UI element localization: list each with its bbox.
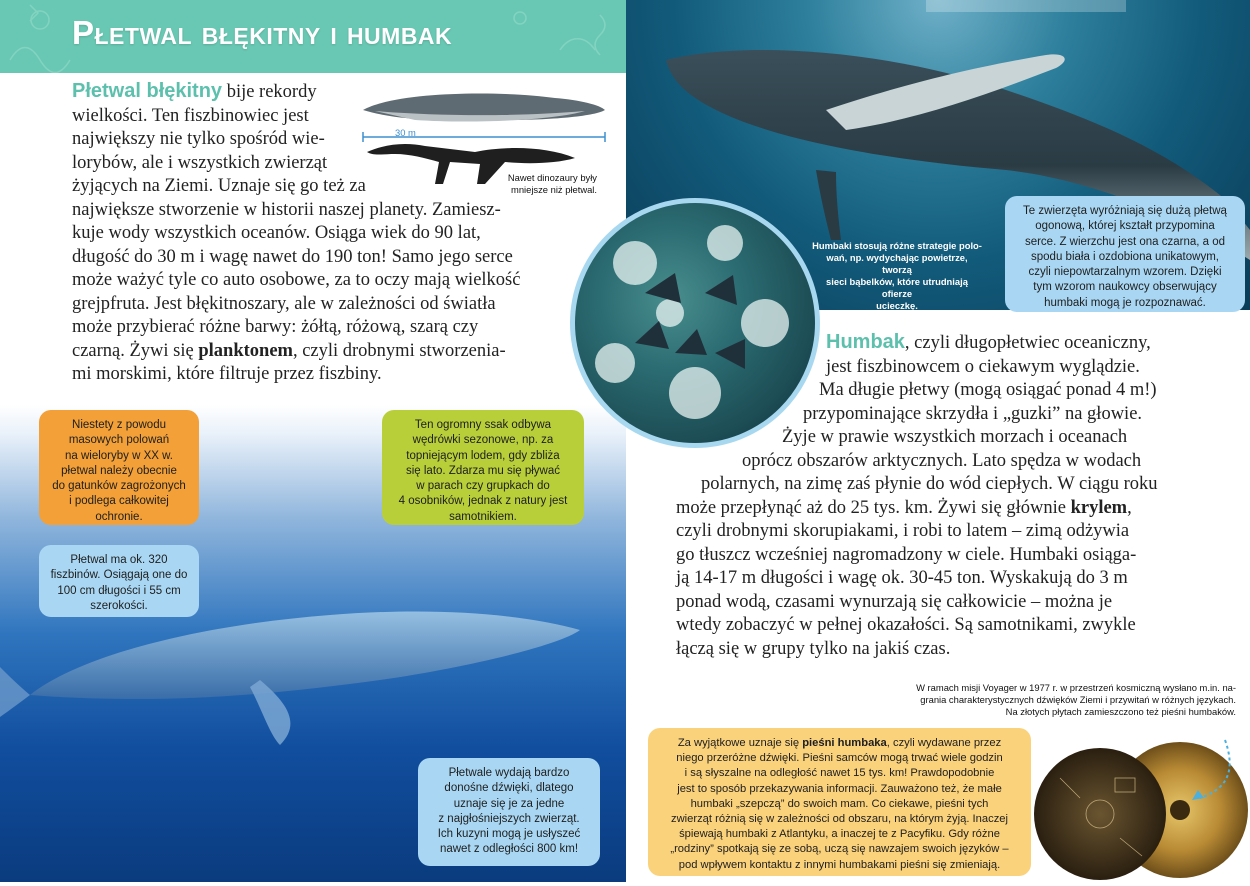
card-line: i są słyszalne na odległość nawet 15 tys. km! Prawdopodobnie [684, 767, 995, 780]
card-line: tym wzorom naukowcy obserwujący [1033, 281, 1217, 294]
card-line: humbaki mogą je rozpoznawać. [1044, 296, 1206, 309]
text-line: Ma długie płetwy (mogą osiągać ponad 4 m!) [819, 380, 1157, 400]
card-line: się lato. Zdarza mu się pływać [405, 464, 561, 477]
caption-line: wań, np. wydychając powietrze, tworzą [826, 252, 968, 275]
card-line: Te zwierzęta wyróżniają się dużą płetwą [1023, 205, 1227, 217]
card-line: samotnikiem. [449, 510, 517, 523]
text-line: długość do 30 m i wagę nawet do 190 ton! Samo jego serce [72, 246, 513, 267]
card-line: płetwal należy obecnie [61, 464, 177, 477]
card-line: i podlega całkowitej [69, 495, 169, 508]
card-line: serce. Z wierzchu jest ona czarna, a od [1024, 235, 1226, 248]
card-line: spodu biała i ozdobiona unikatowym, [1031, 250, 1219, 263]
text-line: lorybów, ale i wszystkich zwierząt [72, 152, 328, 173]
scale-label: 30 m [395, 127, 416, 138]
card-line: z najgłośniejszych zwierząt. [438, 812, 580, 825]
card-line: szerokości. [90, 599, 148, 612]
size-comparison-figure [355, 80, 615, 198]
text-line: największe stworzenie w historii naszej planety. Zamiesz- [72, 199, 501, 220]
card-line: topniejącym lodem, gdy zbliża [406, 449, 560, 462]
text-line: jest fiszbinowcem o ciekawym wyglądzie. [826, 356, 1140, 377]
text-line: największy nie tylko spośród wie- [72, 129, 325, 149]
card-line: na wieloryby w XX w. [64, 449, 173, 462]
golden-record-photo [1030, 738, 1248, 882]
card-line: nawet z odległości 800 km! [439, 843, 579, 856]
text-line: wielkości. Ten fiszbinowiec jest [72, 105, 309, 126]
bold-term: pieśni humbaka [802, 737, 887, 749]
card-line: ogonową, której kształt przypomina [1035, 220, 1215, 233]
card-line: Płetwale wydają bardzo [448, 767, 570, 779]
hunting-card [39, 410, 199, 525]
text-line: ponad wodą, czasami wynurzają się całkowicie – można je [676, 591, 1113, 612]
text-line: może przybierać różne barwy: żółtą, różową, szarą czy [72, 317, 479, 337]
caption-line: W ramach misji Voyager w 1977 r. w przestrzeń kosmiczną wysłano m.in. na- [916, 682, 1236, 693]
text-line: oprócz obszarów arktycznych. Lato spędza w wodach [742, 450, 1142, 471]
text-line: czyli drobnymi skorupiakami, i robi to latem – zimą odżywia [676, 521, 1130, 541]
text-line: może ważyć tyle co auto osobowe, za to oczy mają wielkość [72, 270, 521, 290]
card-line: humbaki „szepczą” do swoich mam. Co ciekawe, pieśni tych [690, 797, 989, 810]
song-card [648, 728, 1031, 876]
text-line: grejpfruta. Jest błękitnoszary, ale w zależności od światła [72, 293, 496, 314]
text-line: ją 14-17 m długości i wagę ok. 30-45 ton. Wyskakują do 3 m [676, 568, 1128, 588]
text-line: łączą się w grupy tylko na jakiś czas. [676, 638, 951, 659]
blue-whale-lead: Płetwal błękitny [72, 80, 223, 102]
card-line: niego przeróżne dźwięki. Pieśni samców mogą trwać wiele godzin [676, 752, 1003, 765]
card-line: 100 cm długości i 55 cm [57, 584, 181, 597]
bold-term: planktonem [198, 340, 293, 361]
humpback-text [676, 331, 1216, 661]
text-line: może przepłynąć aż do 25 tys. km. Żywi się głównie [676, 497, 1071, 518]
card-line: donośne dźwięki, dlatego [444, 782, 574, 795]
text-line: go tłuszcz wcześniej nagromadzony w ciele. Humbaki osiąga- [676, 544, 1137, 565]
voyager-caption [880, 682, 1236, 718]
card-line: Płetwal ma ok. 320 [70, 554, 168, 566]
card-line: jest to sposób przekazywania informacji. Zauważono też, że małe [677, 782, 1002, 795]
text-line: mi morskimi, które filtruje przez fiszbiny. [72, 364, 382, 384]
card-line: Ten ogromny ssak odbywa [414, 419, 552, 431]
page-title: Płetwal błękitny i humbak [72, 14, 453, 51]
text-line: żyjących na Ziemi. Uznaje się go też za [72, 176, 366, 196]
tail-fin-card [1005, 196, 1245, 312]
size-caption [505, 172, 597, 196]
caption-line: Humbaki stosują różne strategie polo- [812, 240, 982, 251]
card-line: 4 osobników, jednak z natury jest [398, 495, 568, 508]
card-line: Za wyjątkowe uznaje się [677, 737, 803, 749]
sounds-card [418, 758, 600, 866]
caption-line: mniejsze niż płetwal. [511, 184, 597, 195]
text-line: , czyli drobnymi stworzenia- [292, 340, 506, 361]
card-line: zwierząt różnią się w zależności od obszaru, na którym żyją. Inaczej [670, 813, 1008, 826]
text-line: Żyje w prawie wszystkich morzach i oceanach [782, 427, 1128, 447]
text-line: wtedy zobaczyć w pełnej okazałości. Są samotnikami, zwykle [676, 615, 1136, 635]
humpback-lead: Humbak [826, 331, 905, 353]
card-line: do gatunków zagrożonych [52, 480, 186, 493]
card-line: , czyli wydawane przez [886, 737, 1002, 749]
caption-line: Nawet dinozaury były [507, 172, 597, 183]
text-line: bije rekordy [222, 82, 317, 102]
card-line: śpiewają humbaki z Atlantyku, a inaczej te z Pacyfiku. Gdy różne [679, 828, 1000, 841]
card-line: uznaje się je za jedne [453, 797, 565, 810]
text-line: polarnych, na zimę zaś płynie do wód ciepłych. W ciągu roku [701, 474, 1158, 494]
golden-record-illustration [1030, 738, 1248, 882]
bold-term: krylem [1070, 497, 1128, 518]
card-line: Niestety z powodu [72, 419, 166, 431]
card-line: masowych polowań [68, 434, 170, 447]
caption-line: Na złotych płytach zamieszczono też pieśni humbaków. [1005, 706, 1236, 717]
card-line: w parach czy grupkach do [416, 480, 550, 493]
card-line: czyli niepowtarzalnym wzorem. Dzięki [1028, 266, 1222, 279]
text-line: kuje wody wszystkich oceanów. Osiąga wiek do 90 lat, [72, 223, 481, 243]
text-line: , czyli długopłetwiec oceaniczny, [904, 333, 1151, 353]
baleen-card [39, 545, 199, 617]
text-line: , [1127, 497, 1132, 518]
migration-card [382, 410, 584, 525]
card-line: pod wpływem kontaktu z innymi humbakami pieśni się zmieniają. [678, 858, 1001, 871]
caption-line: grania charakterystycznych dźwięków Ziemi i przywitań w różnych językach. [920, 694, 1236, 705]
card-line: „rodziny” spotkają się ze sobą, uczą się nawzajem swoich języków – [670, 843, 1009, 856]
card-line: wędrówki sezonowe, np. za [412, 434, 554, 447]
card-line: Ich kuzyni mogą je usłyszeć [437, 828, 581, 841]
card-line: fiszbinów. Osiągają one do [50, 569, 188, 582]
text-line: czarną. Żywi się [72, 340, 199, 361]
card-line: ochronie. [95, 510, 143, 523]
text-line: przypominające skrzydła i „guzki” na głowie. [803, 403, 1143, 424]
bubble-net-caption [812, 240, 982, 312]
caption-line: sieci bąbelków, które utrudniają ofierze [826, 276, 968, 299]
caption-line: ucieczkę. [876, 300, 918, 311]
